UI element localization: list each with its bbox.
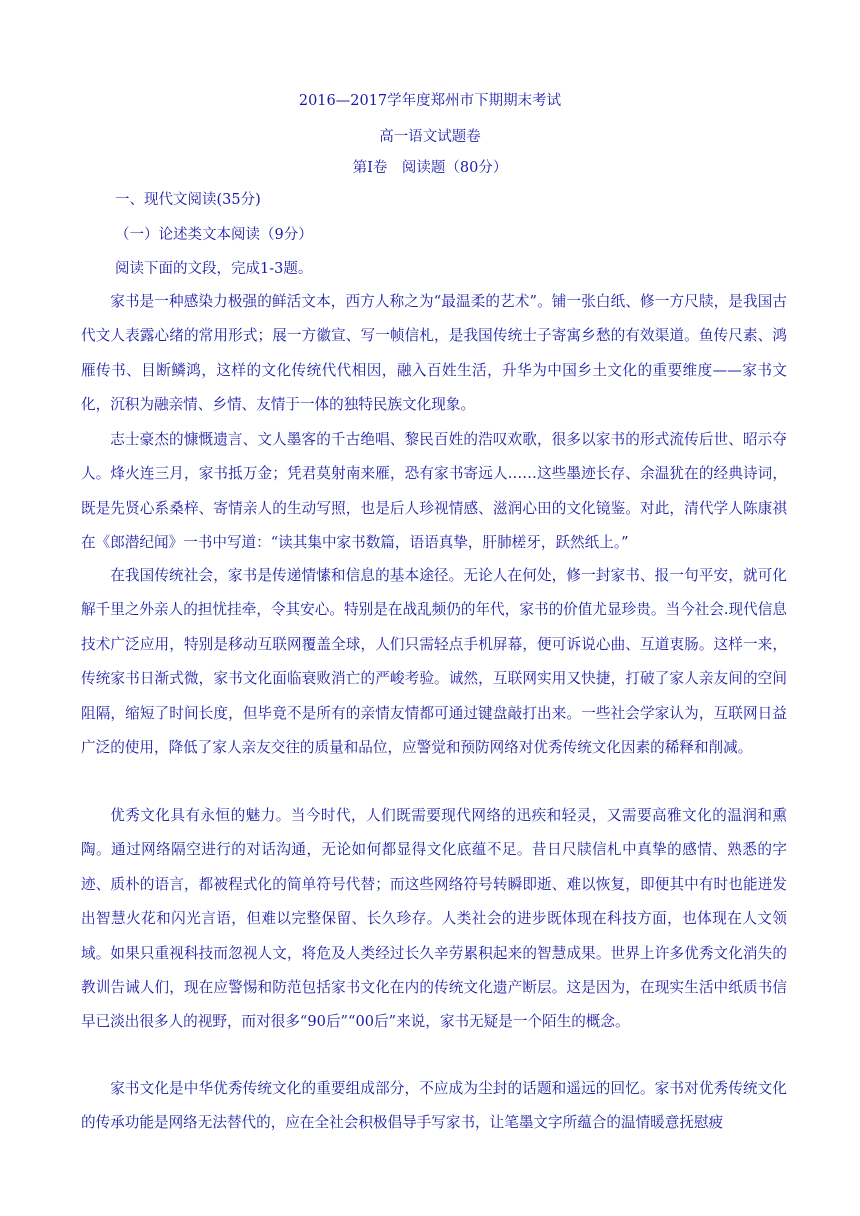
section-title: 第Ⅰ卷 阅读题（80分） [352,160,508,176]
paper-title: 高一语文试题卷 [379,129,481,145]
part-heading: 一、现代文阅读(35分) [115,192,261,208]
sub-heading: （一）论述类文本阅读（9分） [115,227,313,243]
exam-title: 2016—2017学年度郑州市下期期末考试 [298,93,562,109]
instruction-text: 阅读下面的文段，完成1-3题。 [115,261,313,277]
passage-paragraph-3: 在我国传统社会，家书是传递情愫和信息的基本途径。无论人在何处，修一封家书、报一句平安，就可化解千里之外亲人的担忧挂牵，令其安心。特别是在战乱频仍的年代，家书的价值尤显珍贵。当今社会.现代信息技术广泛应用，特别是移动互联网覆盖全球，人们只需轻点手机屏幕，便可诉说心曲、互道衷肠。这样一来，传统家书日渐式微，家书文化面临衰败消亡的严峻考验。诚然，互联网实用又快捷，打破了家人亲友间的空间阻隔，缩短了时间长度，但毕竟不是所有的亲情友情都可通过键盘敲打出来。一些社会学家认为，互联网日益广泛的使用，降低了家人亲友交往的质量和品位，应警觉和预防网络对优秀传统文化因素的稀释和削减。 [81,567,787,757]
passage-paragraph-1: 家书是一种感染力极强的鲜活文本，西方人称之为“最温柔的艺术”。铺一张白纸、修一方尺牍，是我国古代文人表露心绪的常用形式；展一方徽宣、写一帧信札，是我国传统士子寄寓乡愁的有效渠道。鱼传尺素、鸿雁传书、目断鳞鸿，这样的文化传统代代相因，融入百姓生活，升华为中国乡土文化的重要维度——家书文化，沉积为融亲情、乡情、友情于一体的独特民族文化现象。 [81,293,787,414]
passage-paragraph-2: 志士豪杰的慷慨遗言、文人墨客的千古绝唱、黎民百姓的浩叹欢歌，很多以家书的形式流传后世、昭示夺人。烽火连三月，家书抵万金；凭君莫射南来雁，恐有家书寄远人……这些墨迹长存、余温犹在的经典诗词，既是先贤心系桑梓、寄情亲人的生动写照，也是后人珍视情感、滋润心田的文化镜鉴。对此，清代学人陈康祺在《郎潜纪闻》一书中写道：“读其集中家书数篇，语语真挚，肝肺槎牙，跃然纸上。” [81,431,787,552]
passage-paragraph-4: 优秀文化具有永恒的魅力。当今时代，人们既需要现代网络的迅疾和轻灵，又需要高雅文化的温润和熏陶。通过网络隔空进行的对话沟通，无论如何都显得文化底蕴不足。昔日尺牍信札中真挚的感情、熟悉的字迹、质朴的语言，都被程式化的简单符号代替；而这些网络符号转瞬即逝、难以恢复，即便其中有时也能迸发出智慧火花和闪光言语，但难以完整保留、长久珍存。人类社会的进步既体现在科技方面，也体现在人文领域。如果只重视科技而忽视人文，将危及人类经过长久辛劳累积起来的智慧成果。世界上许多优秀文化消失的教训告诫人们，现在应警惕和防范包括家书文化在内的传统文化遗产断层。这是因为，在现实生活中纸质书信早已淡出很多人的视野，而对很多“90后”“00后”来说，家书无疑是一个陌生的概念。 [81,807,787,1031]
passage-paragraph-5: 家书文化是中华优秀传统文化的重要组成部分，不应成为尘封的话题和遥远的回忆。家书对优秀传统文化的传承功能是网络无法替代的，应在全社会积极倡导手写家书，让笔墨文字所蕴合的温情暖意抚慰疲 [81,1080,787,1132]
